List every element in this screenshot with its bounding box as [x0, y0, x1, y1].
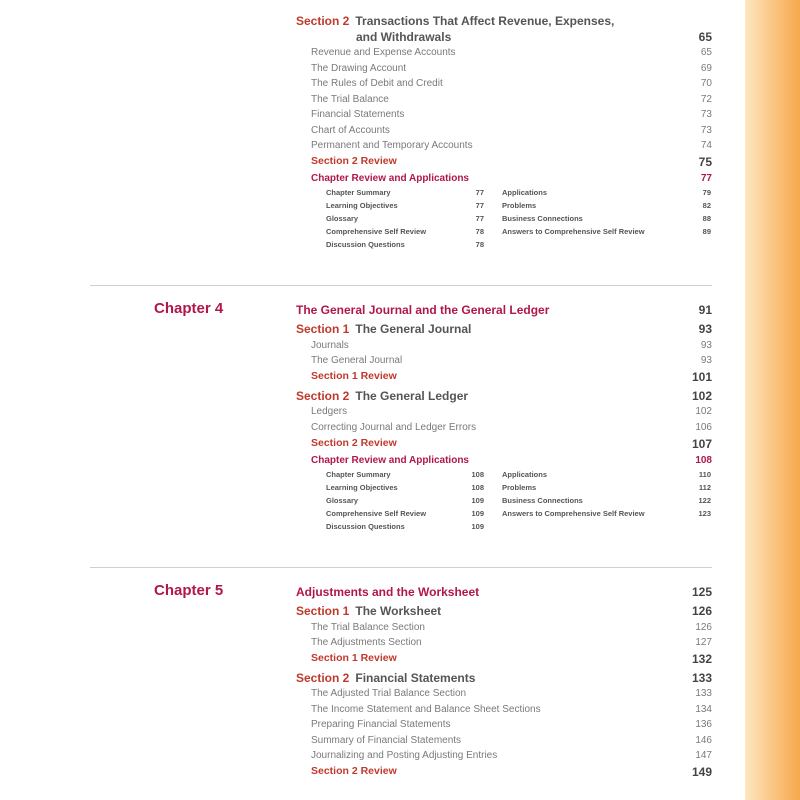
ch4-section-2-heading[interactable] [296, 389, 468, 403]
toc-item-page: 73 [700, 125, 712, 136]
sub-item[interactable]: Discussion Questions [326, 522, 405, 531]
chapter-5-title[interactable]: Adjustments and the Worksheet [296, 585, 480, 599]
toc-item[interactable]: The Drawing Account [311, 63, 407, 74]
toc-item[interactable]: Ledgers [311, 406, 348, 417]
toc-item-page: 127 [695, 637, 712, 648]
section-title: Financial Statements [355, 671, 476, 685]
sub-item-page: 122 [698, 496, 711, 505]
ch4-section-1-heading[interactable] [296, 322, 471, 336]
toc-item[interactable]: Chart of Accounts [311, 125, 390, 136]
sub-item[interactable]: Discussion Questions [326, 240, 405, 249]
sub-item[interactable]: Business Connections [502, 496, 583, 505]
toc-item[interactable]: The Adjustments Section [311, 637, 422, 648]
chapter-review-page: 77 [700, 173, 712, 184]
sub-item[interactable]: Chapter Summary [326, 188, 391, 197]
section-label: Section 1 [296, 322, 350, 336]
chapter-5-label: Chapter 5 [154, 582, 224, 599]
chapter-divider [90, 285, 712, 286]
toc-item[interactable]: Journals [311, 340, 349, 351]
chapter-4-page: 91 [698, 303, 712, 317]
chapter-4-label: Chapter 4 [154, 300, 224, 317]
section-page: 93 [698, 322, 712, 336]
sub-item-page: 112 [698, 483, 711, 492]
sub-item[interactable]: Applications [502, 470, 548, 479]
section-page: 65 [698, 30, 712, 44]
section-title: The General Ledger [355, 389, 469, 403]
sub-item-page: 108 [471, 483, 484, 492]
section-title: The Worksheet [355, 604, 442, 618]
toc-item-page: 106 [695, 422, 712, 433]
toc-item[interactable]: The Trial Balance Section [311, 622, 425, 633]
sub-item-page: 79 [702, 188, 711, 197]
sub-item-page: 77 [475, 188, 484, 197]
sub-item-page: 109 [471, 522, 484, 531]
chapter-review-page: 108 [695, 455, 712, 466]
toc-item-page: 73 [700, 109, 712, 120]
sub-item-page: 110 [698, 470, 711, 479]
toc-item[interactable]: The Rules of Debit and Credit [311, 78, 443, 89]
section-review-link[interactable]: Section 2 Review [311, 155, 397, 167]
sub-item-page: 82 [702, 201, 711, 210]
toc-item[interactable]: Permanent and Temporary Accounts [311, 140, 473, 151]
toc-item-page: 93 [700, 340, 712, 351]
sub-item[interactable]: Applications [502, 188, 548, 197]
chapter-4-title[interactable]: The General Journal and the General Ledger [296, 303, 550, 317]
chapter-review-link[interactable]: Chapter Review and Applications [311, 455, 469, 466]
orange-edge-strip [745, 0, 800, 800]
ch5-section-1-heading[interactable] [296, 604, 441, 618]
sub-item-page: 89 [702, 227, 711, 236]
toc-item[interactable]: Financial Statements [311, 109, 405, 120]
chapter-divider [90, 567, 712, 568]
sub-item-page: 109 [471, 496, 484, 505]
toc-item-page: 102 [695, 406, 712, 417]
sub-item[interactable]: Learning Objectives [326, 201, 398, 210]
toc-item-page: 74 [700, 140, 712, 151]
sub-item[interactable]: Answers to Comprehensive Self Review [502, 509, 645, 518]
chapter-review-link[interactable]: Chapter Review and Applications [311, 173, 469, 184]
section-review-page: 132 [691, 652, 712, 666]
toc-item[interactable]: The Income Statement and Balance Sheet Sections [311, 704, 541, 715]
section-title-line-2: and Withdrawals [356, 30, 452, 44]
toc-item-page: 126 [695, 622, 712, 633]
toc-item-page: 65 [700, 47, 712, 58]
section-review-link[interactable]: Section 1 Review [311, 370, 397, 382]
toc-item[interactable]: Revenue and Expense Accounts [311, 47, 456, 58]
sub-item-page: 78 [475, 227, 484, 236]
sub-item[interactable]: Comprehensive Self Review [326, 509, 427, 518]
toc-item[interactable]: Correcting Journal and Ledger Errors [311, 422, 477, 433]
section-2-heading[interactable] [296, 14, 614, 28]
toc-item[interactable]: Preparing Financial Statements [311, 719, 451, 730]
sub-item-page: 123 [698, 509, 711, 518]
toc-item-page: 93 [700, 355, 712, 366]
section-label: Section 2 [296, 389, 350, 403]
section-label: Section 1 [296, 604, 350, 618]
sub-item-page: 77 [475, 201, 484, 210]
section-page: 102 [691, 389, 712, 403]
sub-item-page: 109 [471, 509, 484, 518]
toc-item-page: 70 [700, 78, 712, 89]
toc-item-page: 146 [695, 735, 712, 746]
section-page: 126 [691, 604, 712, 618]
section-label: Section 2 [296, 14, 350, 28]
toc-item[interactable]: Summary of Financial Statements [311, 735, 462, 746]
section-review-link[interactable]: Section 2 Review [311, 437, 397, 449]
toc-item[interactable]: Journalizing and Posting Adjusting Entries [311, 750, 498, 761]
sub-item[interactable]: Chapter Summary [326, 470, 391, 479]
section-review-page: 149 [691, 765, 712, 779]
section-review-page: 101 [691, 370, 712, 384]
section-title-line-1: Transactions That Affect Revenue, Expenses, [355, 14, 615, 28]
sub-item[interactable]: Comprehensive Self Review [326, 227, 427, 236]
sub-item[interactable]: Glossary [326, 496, 359, 505]
toc-item-page: 69 [700, 63, 712, 74]
section-page: 133 [691, 671, 712, 685]
toc-item-page: 134 [695, 704, 712, 715]
section-label: Section 2 [296, 671, 350, 685]
sub-item[interactable]: Problems [502, 201, 537, 210]
toc-item-page: 133 [695, 688, 712, 699]
sub-item-page: 78 [475, 240, 484, 249]
sub-item[interactable]: Glossary [326, 214, 359, 223]
toc-item[interactable]: The Trial Balance [311, 94, 389, 105]
chapter-5-page: 125 [691, 585, 712, 599]
toc-item-page: 72 [700, 94, 712, 105]
sub-item-page: 88 [702, 214, 711, 223]
section-review-link[interactable]: Section 2 Review [311, 765, 397, 777]
toc-item[interactable]: The Adjusted Trial Balance Section [311, 688, 467, 699]
sub-item-page: 77 [475, 214, 484, 223]
ch5-section-2-heading[interactable] [296, 671, 475, 685]
section-review-link[interactable]: Section 1 Review [311, 652, 397, 664]
toc-item-page: 147 [695, 750, 712, 761]
sub-item[interactable]: Problems [502, 483, 537, 492]
section-review-page: 107 [691, 437, 712, 451]
sub-item-page: 108 [471, 470, 484, 479]
section-title: The General Journal [355, 322, 472, 336]
sub-item[interactable]: Answers to Comprehensive Self Review [502, 227, 645, 236]
sub-item[interactable]: Learning Objectives [326, 483, 398, 492]
toc-item-page: 136 [695, 719, 712, 730]
toc-item[interactable]: The General Journal [311, 355, 403, 366]
sub-item[interactable]: Business Connections [502, 214, 583, 223]
section-review-page: 75 [698, 155, 712, 169]
